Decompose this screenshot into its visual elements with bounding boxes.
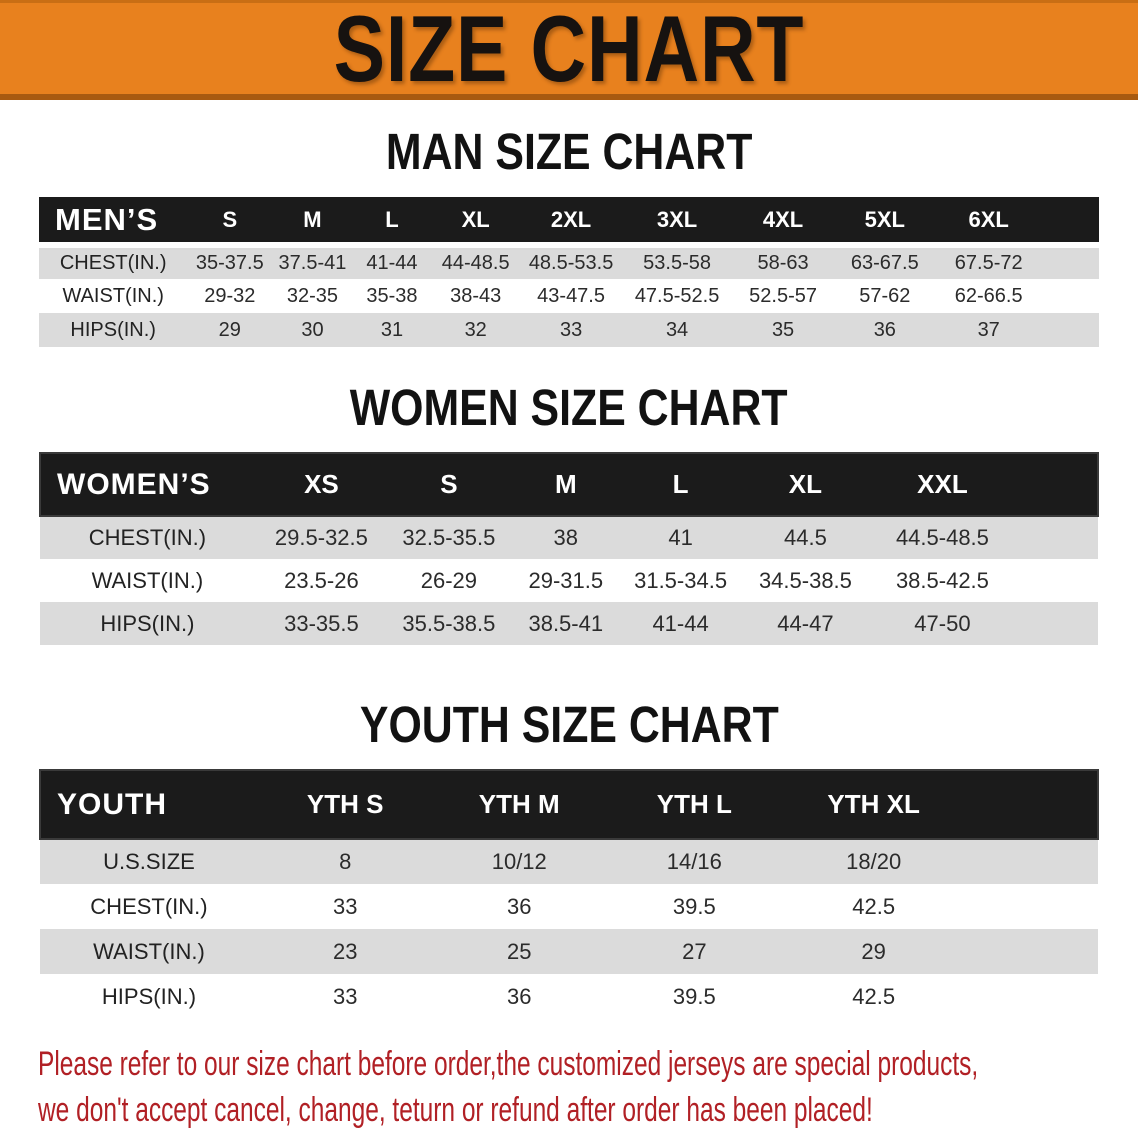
men-section-heading [0, 124, 1138, 180]
size-value-cell: 38-43 [450, 284, 502, 307]
size-value-cell: 67.5-72 [936, 245, 1042, 279]
youth-size-table [39, 769, 1099, 1019]
size-value-cell: 30 [301, 318, 324, 341]
size-column-header: XS [304, 469, 339, 499]
table-corner-label: WOMEN’S [57, 467, 211, 501]
size-value-cell: 42.5 [852, 893, 896, 919]
size-column-header: YTH L [656, 789, 732, 819]
size-value-cell: 41-44 [652, 610, 709, 636]
size-value-cell: 27 [682, 938, 707, 964]
table-row [40, 974, 1098, 1019]
size-value-cell: 36 [507, 893, 532, 919]
spacer-cell [1042, 313, 1099, 347]
women-heading-text: WOMEN SIZE CHART [350, 379, 788, 436]
size-value-cell: 42.5 [852, 983, 896, 1009]
youth-heading-text: YOUTH SIZE CHART [359, 696, 779, 753]
table-row [39, 313, 1099, 347]
size-value-cell: 41-44 [353, 245, 431, 279]
size-value-cell: 23 [332, 938, 358, 964]
size-column-header: 3XL [656, 206, 698, 232]
size-value-cell: 26-29 [420, 567, 478, 593]
spacer-cell [965, 770, 1098, 839]
size-table [39, 197, 1099, 347]
size-column-header: S [222, 206, 238, 232]
size-value-cell: 34.5-38.5 [758, 567, 852, 593]
size-value-cell: 35 [771, 318, 795, 341]
size-value-cell: 29 [861, 938, 886, 964]
size-value-cell: 31 [380, 318, 404, 341]
spacer-cell [1013, 453, 1098, 516]
disclaimer-line-2: we don't accept cancel, change, teturn or refund after order has been placed! [38, 1091, 873, 1129]
section-women [0, 380, 1138, 645]
size-column-header: 6XL [968, 206, 1009, 232]
measure-row-label: U.S.SIZE [103, 849, 195, 874]
spacer-cell [1042, 197, 1099, 245]
size-value-cell: 33 [332, 983, 358, 1009]
size-value-cell: 36 [873, 318, 896, 341]
women-size-table [39, 452, 1099, 645]
table-row [40, 516, 1098, 559]
size-column-header: YTH XL [827, 789, 920, 819]
table-header-row [39, 197, 1099, 245]
table-row [40, 839, 1098, 884]
table-row [40, 559, 1098, 602]
size-value-cell: 29-32 [204, 284, 256, 307]
size-value-cell: 35-37.5 [187, 245, 272, 279]
size-value-cell: 23.5-26 [284, 567, 359, 593]
size-value-cell: 41 [668, 525, 693, 550]
size-value-cell: 31.5-34.5 [634, 567, 728, 593]
size-column-header: 5XL [864, 206, 905, 232]
size-value-cell: 44-47 [777, 610, 834, 636]
section-men [0, 124, 1138, 347]
measure-row-label: CHEST(IN.) [39, 245, 187, 279]
size-value-cell: 33 [332, 893, 358, 919]
size-column-header: XL [788, 469, 823, 499]
table-row [40, 602, 1098, 645]
size-value-cell: 63-67.5 [834, 245, 936, 279]
size-value-cell: 32 [464, 318, 487, 341]
size-value-cell: 52.5-57 [749, 284, 817, 307]
size-value-cell: 32.5-35.5 [402, 525, 496, 550]
measure-row-label: CHEST(IN.) [88, 525, 207, 550]
size-value-cell: 36 [507, 983, 532, 1009]
size-value-cell: 10/12 [491, 849, 547, 874]
size-value-cell: 39.5 [672, 983, 716, 1009]
banner [0, 0, 1138, 100]
table-row [40, 884, 1098, 929]
spacer-cell [1013, 559, 1098, 602]
size-value-cell: 44.5 [784, 525, 827, 550]
measure-row-label: HIPS(IN.) [70, 318, 156, 341]
table-row [39, 279, 1099, 313]
spacer-cell [965, 929, 1098, 974]
measure-row-label: HIPS(IN.) [101, 983, 197, 1009]
table-row [39, 245, 1099, 279]
size-value-cell: 38.5-42.5 [895, 567, 989, 593]
size-column-header: L [385, 206, 399, 232]
table-corner-label: MEN’S [55, 201, 159, 237]
size-value-cell: 44-48.5 [431, 245, 520, 279]
size-value-cell: 53.5-58 [622, 245, 732, 279]
size-column-header: XXL [917, 469, 968, 499]
size-table [39, 769, 1099, 1019]
table-header-row [40, 453, 1098, 516]
size-column-header: L [672, 469, 689, 499]
measure-row-label: WAIST(IN.) [62, 284, 164, 307]
page-title: SIZE CHART [333, 0, 805, 101]
size-column-header: S [440, 469, 458, 499]
size-value-cell: 8 [339, 849, 352, 874]
size-value-cell: 43-47.5 [537, 284, 605, 307]
size-column-header: M [303, 206, 322, 232]
disclaimer [38, 1041, 1138, 1132]
size-value-cell: 38 [553, 525, 579, 550]
size-column-header: YTH S [306, 789, 384, 819]
size-value-cell: 33-35.5 [284, 610, 359, 636]
size-value-cell: 62-66.5 [954, 284, 1023, 307]
size-column-header: 4XL [762, 206, 804, 232]
size-value-cell: 39.5 [672, 893, 716, 919]
size-value-cell: 47.5-52.5 [634, 284, 720, 307]
size-value-cell: 48.5-53.5 [520, 245, 622, 279]
size-value-cell: 44.5-48.5 [895, 525, 989, 550]
size-value-cell: 37 [977, 318, 1000, 341]
size-table [39, 452, 1099, 645]
disclaimer-line-1: Please refer to our size chart before order,the customized jerseys are special products, [38, 1045, 979, 1083]
size-value-cell: 35-38 [366, 284, 418, 307]
size-value-cell: 29.5-32.5 [274, 525, 368, 550]
size-value-cell: 47-50 [914, 610, 971, 636]
spacer-cell [965, 974, 1098, 1019]
size-value-cell: 32-35 [286, 284, 339, 307]
spacer-cell [1042, 245, 1099, 279]
measure-row-label: WAIST(IN.) [93, 938, 205, 964]
section-youth [0, 697, 1138, 1019]
spacer-cell [1013, 516, 1098, 559]
measure-row-label: HIPS(IN.) [100, 610, 195, 636]
men-size-table [39, 197, 1099, 347]
size-value-cell: 14/16 [666, 849, 722, 874]
youth-section-heading [0, 697, 1138, 753]
size-value-cell: 33 [559, 318, 583, 341]
size-value-cell: 38.5-41 [528, 610, 604, 636]
table-header-row [40, 770, 1098, 839]
size-column-header: XL [461, 206, 490, 232]
size-value-cell: 18/20 [846, 849, 902, 874]
size-value-cell: 29 [218, 318, 241, 341]
size-value-cell: 37.5-41 [272, 245, 353, 279]
size-column-header: YTH M [478, 789, 560, 819]
size-column-header: M [554, 469, 577, 499]
size-value-cell: 58-63 [732, 245, 834, 279]
women-section-heading [0, 380, 1138, 436]
spacer-cell [1013, 602, 1098, 645]
measure-row-label: CHEST(IN.) [90, 893, 208, 919]
size-value-cell: 25 [507, 938, 532, 964]
table-row [40, 929, 1098, 974]
spacer-cell [965, 839, 1098, 884]
measure-row-label: WAIST(IN.) [91, 567, 204, 593]
spacer-cell [1042, 279, 1099, 313]
size-column-header: 2XL [550, 206, 592, 232]
size-value-cell: 34 [665, 318, 689, 341]
size-value-cell: 35.5-38.5 [402, 610, 496, 636]
size-value-cell: 29-31.5 [528, 567, 604, 593]
men-heading-text: MAN SIZE CHART [385, 123, 753, 180]
size-value-cell: 57-62 [859, 284, 911, 307]
spacer-cell [965, 884, 1098, 929]
table-corner-label: YOUTH [57, 787, 167, 821]
